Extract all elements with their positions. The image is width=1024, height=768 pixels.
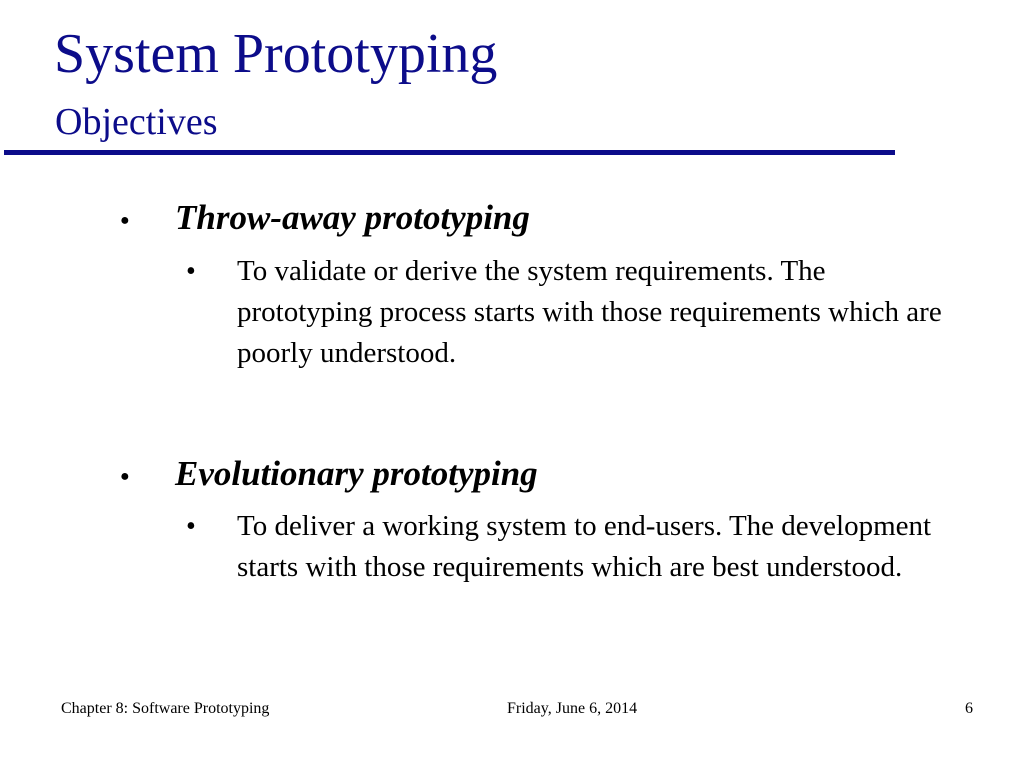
- throw-away-description: To validate or derive the system requirements. The prototyping process starts with those requirements which are poorly understood.: [237, 255, 942, 369]
- bullet-marker: ●: [120, 212, 130, 229]
- bullet-marker: ●: [120, 468, 130, 485]
- title-divider: [4, 150, 895, 155]
- bullet-heading-throw-away: Throw-away prototyping: [175, 198, 530, 237]
- slide-title: System Prototyping: [54, 23, 498, 85]
- sub-bullet-marker: •: [186, 256, 196, 287]
- footer-date: Friday, June 6, 2014: [507, 700, 638, 717]
- slide-subtitle: Objectives: [55, 101, 218, 143]
- bullet-heading-evolutionary: Evolutionary prototyping: [175, 454, 538, 493]
- footer-chapter: Chapter 8: Software Prototyping: [61, 700, 270, 717]
- evolutionary-description: To deliver a working system to end-users. The development starts with those requirements which are best understood.: [237, 510, 932, 583]
- sub-bullet-marker: •: [186, 511, 196, 542]
- footer-page-number: 6: [965, 700, 973, 717]
